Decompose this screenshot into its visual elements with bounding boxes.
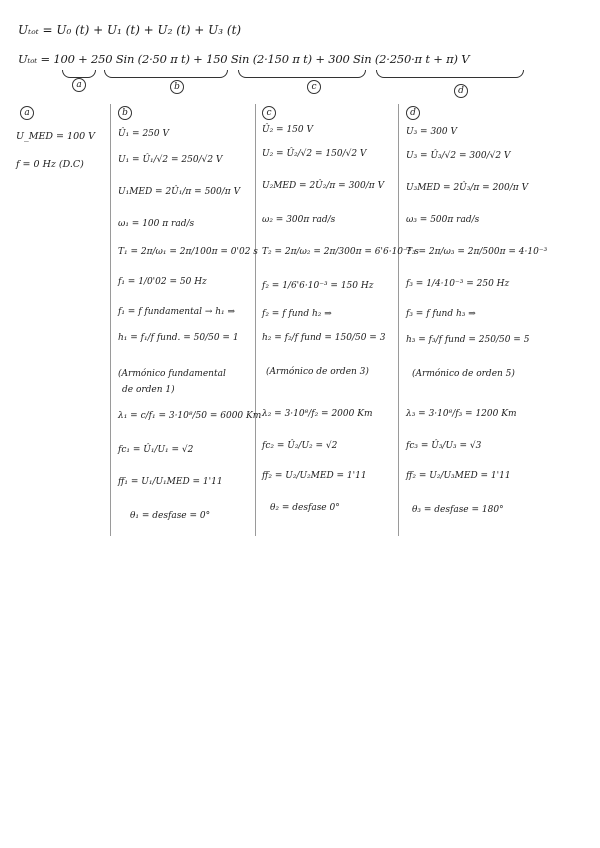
column-divider-3 [398,104,399,536]
c-line-11: ff₂ = U₂/U₂MED = 1'11 [262,471,367,481]
b-line-3: ω₁ = 100 π rad/s [118,219,195,229]
c-line-1: U₂ = Û₂/√2 = 150/√2 V [262,149,367,159]
section-label-c: c [262,106,276,120]
c-line-2: U₂MED = 2Û₂/π = 300/π V [262,181,385,191]
b-line-4: T₁ = 2π/ω₁ = 2π/100π = 0'02 s [118,247,258,257]
brace-c [238,70,366,78]
c-line-3: ω₂ = 300π rad/s [262,215,336,225]
d-line-2: U₃MED = 2Û₃/π = 200/π V [406,183,529,193]
d-line-12: θ₃ = desfase = 180° [412,505,504,515]
b-line-1: U₁ = Û₁/√2 = 250/√2 V [118,155,223,165]
b-line-13: θ₁ = desfase = 0° [130,511,211,521]
brace-a [62,70,96,78]
brace-d [376,70,524,78]
d-line-11: ff₂ = U₂/U₃MED = 1'11 [406,471,511,481]
d-line-4: T₃ = 2π/ω₃ = 2π/500π = 4·10⁻³ [406,247,548,257]
a-line-1: f = 0 Hz (D.C) [16,159,84,170]
b-line-11: fc₁ = Û₁/U₁ = √2 [118,445,194,455]
section-label-a: a [20,106,34,120]
header-label-c: c [307,80,321,94]
c-line-0: Û₂ = 150 V [262,125,313,135]
c-line-8: (Armónico de orden 3) [266,367,369,377]
d-line-0: U₃ = 300 V [406,127,457,137]
c-line-4: T₂ = 2π/ω₂ = 2π/300π = 6'6·10⁻³ s [262,247,419,257]
b-line-7: h₁ = f₁/f fund. = 50/50 = 1 [118,333,239,343]
header-line-2: Uₜₒₜ = 100 + 250 Sin (2·50 π t) + 150 Sin (2·150 π t) + 300 Sin (2·250·π t + π) V [18,52,470,66]
b-line-0: Û₁ = 250 V [118,129,169,139]
d-line-1: U₃ = Û₃/√2 = 300/√2 V [406,151,511,161]
d-line-6: f₃ = f fund h₃ ⇒ [406,309,476,319]
header-label-a: a [72,78,86,92]
column-divider-1 [110,104,111,536]
c-line-9: λ₂ = 3·10⁸/f₂ = 2000 Km [262,409,373,419]
a-line-0: U_MED = 100 V [16,131,96,142]
c-line-5: f₂ = 1/6'6·10⁻³ = 150 Hz [262,281,374,291]
b-line-8: (Armónico fundamental [118,369,226,379]
header-label-b: b [170,80,184,94]
d-line-8: (Armónico de orden 5) [412,369,515,379]
c-line-10: fc₂ = Û₂/U₂ = √2 [262,441,338,451]
c-line-12: θ₂ = desfase 0° [270,503,340,513]
header-line-1: Uₜₒₜ = U₀ (t) + U₁ (t) + U₂ (t) + U₃ (t) [18,23,242,37]
b-line-5: f₁ = 1/0'02 = 50 Hz [118,277,207,287]
c-line-7: h₂ = f₂/f fund = 150/50 = 3 [262,333,386,343]
d-line-5: f₃ = 1/4·10⁻³ = 250 Hz [406,279,510,289]
section-label-d: d [406,106,420,120]
b-line-10: λ₁ = c/f₁ = 3·10⁸/50 = 6000 Km [118,411,262,421]
b-line-6: f₁ = f fundamental → h₁ ⇒ [118,307,236,317]
d-line-7: h₃ = f₃/f fund = 250/50 = 5 [406,335,530,345]
b-line-9: de orden 1) [122,385,175,395]
column-divider-2 [255,104,256,536]
d-line-9: λ₃ = 3·10⁸/f₃ = 1200 Km [406,409,517,419]
b-line-2: U₁MED = 2Û₁/π = 500/π V [118,187,241,197]
b-line-12: ff₁ = U₁/U₁MED = 1'11 [118,477,223,487]
c-line-6: f₂ = f fund h₂ ⇒ [262,309,332,319]
section-label-b: b [118,106,132,120]
header-label-d: d [454,84,468,98]
d-line-10: fc₃ = Û₃/U₃ = √3 [406,441,482,451]
d-line-3: ω₃ = 500π rad/s [406,215,480,225]
brace-b [104,70,228,78]
